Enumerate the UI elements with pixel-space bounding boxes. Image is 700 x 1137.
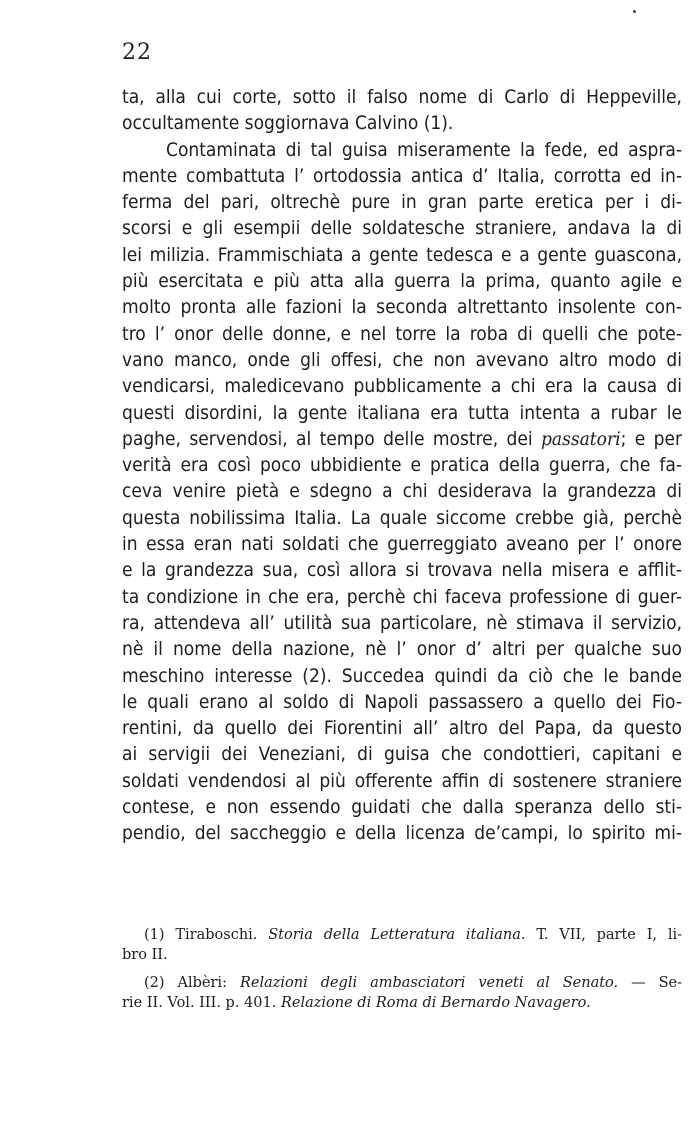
footnote-reference: — Se-	[631, 975, 682, 991]
footnote-2-continuation	[122, 993, 682, 1013]
text-fragment: ; e per	[620, 427, 682, 450]
text-line: meschino interesse (2). Succedea quindi da ciò che le bande	[122, 664, 682, 687]
text-line: vano manco, onde gli offesi, che non avevano altro modo di	[122, 348, 682, 371]
footnote-title: Relazioni degli ambasciatori veneti al Senato.	[239, 975, 619, 991]
text-line: ta, alla cui corte, sotto il falso nome di Carlo di Heppeville,	[122, 86, 682, 108]
text-line: ferma del pari, oltrechè pure in gran parte eretica per i di-	[122, 191, 682, 214]
footnote-2-line	[122, 973, 682, 993]
text-line: in essa eran nati soldati che guerreggiato aveano per l’ onore	[122, 533, 682, 556]
italic-term: passatori	[540, 427, 621, 450]
text-line: ceva venire pietà e sdegno a chi desiderava la grandezza di	[122, 480, 682, 503]
print-speck	[633, 10, 636, 13]
text-line: mente combattuta l’ ortodossia antica d’ Italia, corrotta ed in-	[122, 164, 682, 187]
footnote-author: Tiraboschi.	[175, 927, 258, 943]
text-line: vendicarsi, maledicevano pubblicamente a chi era la causa di	[122, 375, 682, 398]
text-line: occultamente soggiornava Calvino (1).	[122, 112, 454, 135]
text-line: soldati vendendosi al più offerente affin di sostenere straniere	[122, 769, 682, 792]
text-line: questa nobilissima Italia. La quale siccome crebbe già, perchè	[122, 506, 682, 529]
page-number: 22	[122, 40, 152, 65]
text-line-with-italic	[122, 426, 682, 452]
text-line: ai servigii dei Veneziani, di guisa che condottieri, capitani e	[122, 743, 682, 766]
text-line: lei milizia. Frammischiata a gente tedesca e a gente guascona,	[122, 243, 682, 266]
text-line: contese, e non essendo guidati che dalla speranza dello sti-	[122, 796, 682, 819]
text-line: e la grandezza sua, così allora si trovava nella misera e afflit-	[122, 559, 682, 582]
footnote-title: Relazione di Roma di Bernardo Navagero.	[280, 995, 591, 1011]
text-fragment: paghe, servendosi, al tempo delle mostre, dei	[122, 427, 541, 450]
text-line: nè il nome della nazione, nè l’ onor d’ altri per qualche suo	[122, 638, 682, 661]
footnote-reference: rie II. Vol. III. p. 401.	[122, 995, 277, 1011]
text-line: più esercitata e più atta alla guerra la prima, quanto agile e	[122, 270, 682, 293]
text-line: verità era così poco ubbidiente e pratica della guerra, che fa-	[122, 454, 682, 477]
footnote-author: Albèri:	[177, 975, 227, 991]
footnote-1-continuation: bro II.	[122, 947, 168, 963]
text-line: scorsi e gli esempii delle soldatesche straniere, andava la di	[122, 217, 682, 240]
footnote-reference: T. VII, parte I, li-	[536, 927, 682, 943]
text-line: ta condizione in che era, perchè chi faceva professione di guer-	[122, 585, 682, 608]
text-line: molto pronta alle fazioni la seconda altrettanto insolente con-	[122, 296, 682, 319]
text-line: questi disordini, la gente italiana era tutta intenta a rubar le	[122, 401, 682, 424]
footnote-1-line	[122, 925, 682, 945]
text-line: ra, attendeva all’ utilità sua particolare, nè stimava il servizio,	[122, 611, 682, 634]
main-text	[122, 84, 682, 847]
text-line: rentini, da quello dei Fiorentini all’ altro del Papa, da questo	[122, 717, 682, 740]
text-line: le quali erano al soldo di Napoli passassero a quello dei Fio-	[122, 690, 682, 713]
text-line: pendio, del saccheggio e della licenza de’campi, lo spirito mi-	[122, 822, 682, 845]
footnote-marker: (1)	[144, 927, 165, 943]
footnotes	[122, 925, 682, 1013]
footnote-title: Storia della Letteratura italiana.	[268, 927, 526, 943]
text-line: tro l’ onor delle donne, e nel torre la roba di quelli che pote-	[122, 322, 682, 345]
paragraph-start-line: Contaminata di tal guisa miseramente la fede, ed aspra-	[166, 138, 682, 161]
footnote-marker: (2)	[144, 975, 165, 991]
